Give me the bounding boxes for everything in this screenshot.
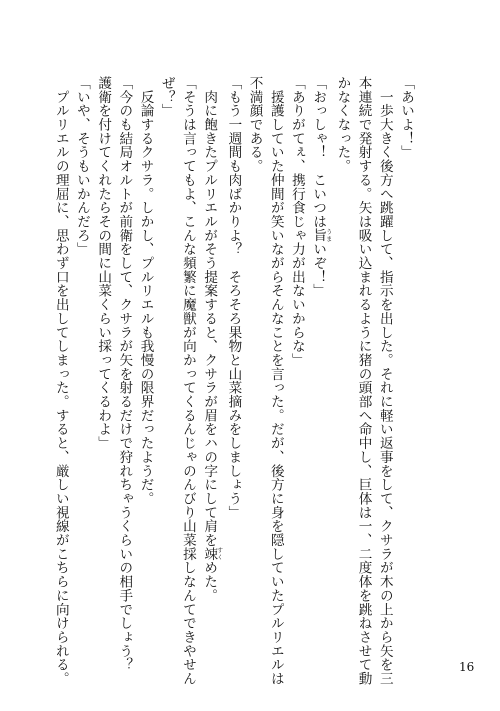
text-line: かなくなった。 (334, 76, 351, 173)
text-line: プルリエルの理屈に、思わず口を出してしまった。すると、厳しい視線がこちらに向けられる。 (52, 76, 69, 686)
ruby-umai-reading: うま (324, 228, 332, 243)
text-line: 「もう一週間も肉ばかりよ？ そろそろ果物と山菜摘みをしましょう」 (225, 76, 242, 520)
text-line: 「今のも結局オルトが前衛をして、クサラが矢を射るだけで狩れちゃうくらいの相手でしょう？ (116, 76, 133, 672)
text-line: 護衛を付けてくれたらその間に山菜くらい採ってくるわよ」 (95, 76, 112, 450)
text-line: 反論するクサラ。しかし、プルリエルも我慢の限界だったようだ。 (137, 76, 154, 506)
text-line: 不満顔である。 (246, 76, 263, 173)
text-line: 「おっしゃ！ こいつは旨うまいぞ！」 (310, 76, 332, 298)
text-line: 「ありがてぇ、携行食じゃ力が出ないからな」 (288, 76, 305, 367)
text-line: 肉に飽きたプルリエルがそう提案すると、クサラが眉をハの字にして肩を竦すくめた。 (201, 76, 223, 603)
text-line: 一歩大きく後方へ跳躍して、指示を出した。それに軽い返事をして、クサラが木の上から矢を三 (376, 76, 393, 686)
ruby-sukumeta: 竦すく (201, 546, 223, 561)
text-line: 「そうは言ってもよ、こんな頻繁に魔獣が向かってくるんじゃのんびり山菜採しなんてできやせん (179, 76, 196, 686)
vertical-text-body (52, 76, 416, 686)
ruby-umai: 旨うま (310, 228, 332, 243)
text-line: ぜ？」 (158, 76, 175, 118)
text-line: 「いや、そうもいかんだろ」 (73, 76, 90, 257)
text-line: 「あいよ！」 (398, 76, 414, 160)
text-line: 援護していた仲間が笑いながらそんなことを言った。だが、後方に身を隠していたプルリエルは (267, 76, 284, 686)
text-line: 本連続で発射する。矢は吸い込まれるように猪の頭部へ命中し、巨体は一、二度体を跳ねさせて動 (355, 76, 372, 686)
page-number: 16 (459, 660, 475, 674)
ruby-sukumeta-reading: すく (215, 546, 223, 561)
